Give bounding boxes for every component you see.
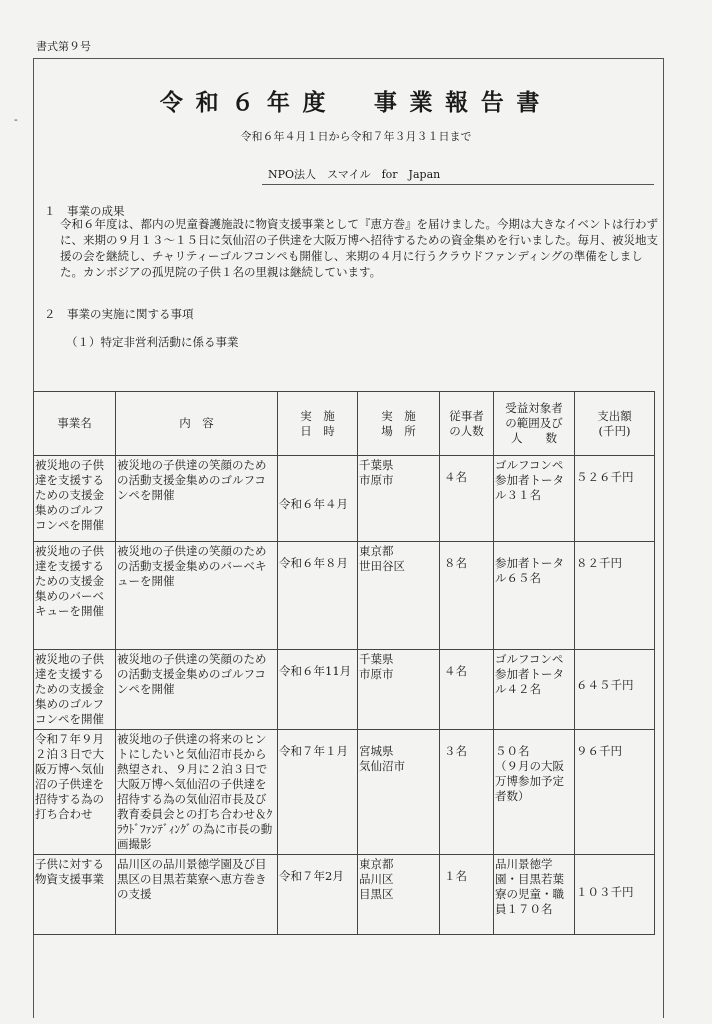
cell-project-name: 子供に対する物資支援事業 xyxy=(34,855,116,935)
cell-project-name: 被災地の子供達を支援するための支援金集めのゴルフコンペを開催 xyxy=(34,650,116,730)
header-content: 内 容 xyxy=(116,392,278,456)
cell-beneficiaries: 参加者トータル６５名 xyxy=(494,542,575,650)
header-place: 実 施 場 所 xyxy=(358,392,440,456)
activity-table xyxy=(33,391,655,935)
table-row xyxy=(34,730,655,855)
cell-place: 宮城県 気仙沼市 xyxy=(358,730,440,855)
cell-date: 令和７年１月 xyxy=(278,730,358,855)
table-row xyxy=(34,456,655,542)
header-project-name: 事業名 xyxy=(34,392,116,456)
section2-heading: ２ 事業の実施に関する事項 xyxy=(44,307,194,321)
cell-expense: ５２６千円 xyxy=(575,456,655,542)
header-beneficiaries: 受益対象者 の範囲及び 人 数 xyxy=(494,392,575,456)
organization-name: NPO法人 スマイル for Japan xyxy=(268,168,441,181)
section1-body: 令和６年度は、都内の児童養護施設に物資支援事業として『恵方巻』を届けました。今期は大きなイベントは行わずに、来期の９月１３～１５日に気仙沼の子供達を大阪万博へ招待するための資金集めを行いました。毎月、被災地支援の会を継続し、チャリティーゴルフコンペも開催し、来期の４月に行うクラウドファンディングの準備をしました。カンボジアの孤児院の子供１名の里親は継続しています。 xyxy=(60,217,658,279)
header-staff: 従事者 の人数 xyxy=(440,392,494,456)
cell-project-name: 令和７年９月２泊３日で大阪万博へ気仙沼の子供達を招待する為の打ち合わせ xyxy=(34,730,116,855)
cell-expense: １０３千円 xyxy=(575,855,655,935)
header-date: 実 施 日 時 xyxy=(278,392,358,456)
table-row xyxy=(34,650,655,730)
cell-place: 千葉県 市原市 xyxy=(358,456,440,542)
cell-staff: ８名 xyxy=(440,542,494,650)
margin-mark: - xyxy=(14,113,18,126)
cell-date: 令和６年４月 xyxy=(278,456,358,542)
cell-staff: ３名 xyxy=(440,730,494,855)
cell-project-name: 被災地の子供達を支援するための支援金集めのゴルフコンペを開催 xyxy=(34,456,116,542)
cell-expense: ６４５千円 xyxy=(575,650,655,730)
report-period: 令和６年４月１日から令和７年３月３１日まで xyxy=(240,130,472,143)
table-header-row xyxy=(34,392,655,456)
cell-beneficiaries: ゴルフコンペ参加者トータル３１名 xyxy=(494,456,575,542)
cell-content: 被災地の子供達の将来のヒントにしたいと気仙沼市長から熱望され、９月に２泊３日で大阪万博へ気仙沼の子供達を招待する為の気仙沼市長及び教育委員会との打ち合わせ＆ｸﾗｳﾄﾞﾌｧﾝﾃﾞｨﾝｸﾞの為に市長の動画撮影 xyxy=(116,730,278,855)
cell-date: 令和７年2月 xyxy=(278,855,358,935)
cell-date: 令和６年11月 xyxy=(278,650,358,730)
cell-content: 被災地の子供達の笑顔のための活動支援金集めのバーベキューを開催 xyxy=(116,542,278,650)
cell-date: 令和６年８月 xyxy=(278,542,358,650)
cell-content: 品川区の品川景徳学園及び目黒区の目黒若葉寮へ恵方巻きの支援 xyxy=(116,855,278,935)
cell-content: 被災地の子供達の笑顔のための活動支援金集めのゴルフコンペを開催 xyxy=(116,650,278,730)
section1-heading: １ 事業の成果 xyxy=(44,204,125,218)
cell-expense: ９６千円 xyxy=(575,730,655,855)
cell-place: 千葉県 市原市 xyxy=(358,650,440,730)
form-number: 書式第９号 xyxy=(36,40,91,53)
document-title: 令和６年度 事業報告書 xyxy=(159,89,553,116)
cell-beneficiaries: 品川景徳学園・目黒若葉寮の児童・職員１７０名 xyxy=(494,855,575,935)
cell-beneficiaries: ゴルフコンペ参加者トータル４２名 xyxy=(494,650,575,730)
cell-staff: ４名 xyxy=(440,456,494,542)
section2-subheading: （１）特定非営利活動に係る事業 xyxy=(66,335,239,349)
cell-staff: ４名 xyxy=(440,650,494,730)
cell-project-name: 被災地の子供達を支援するための支援金集めのバーベキューを開催 xyxy=(34,542,116,650)
cell-staff: １名 xyxy=(440,855,494,935)
table-row xyxy=(34,855,655,935)
cell-place: 東京都 世田谷区 xyxy=(358,542,440,650)
cell-place: 東京都 品川区 目黒区 xyxy=(358,855,440,935)
cell-content: 被災地の子供達の笑顔のための活動支援金集めのゴルフコンペを開催 xyxy=(116,456,278,542)
organization-underline xyxy=(262,184,654,185)
table-row xyxy=(34,542,655,650)
header-expense: 支出額 (千円) xyxy=(575,392,655,456)
cell-beneficiaries: ５０名 （９月の大阪万博参加予定者数） xyxy=(494,730,575,855)
cell-expense: ８２千円 xyxy=(575,542,655,650)
